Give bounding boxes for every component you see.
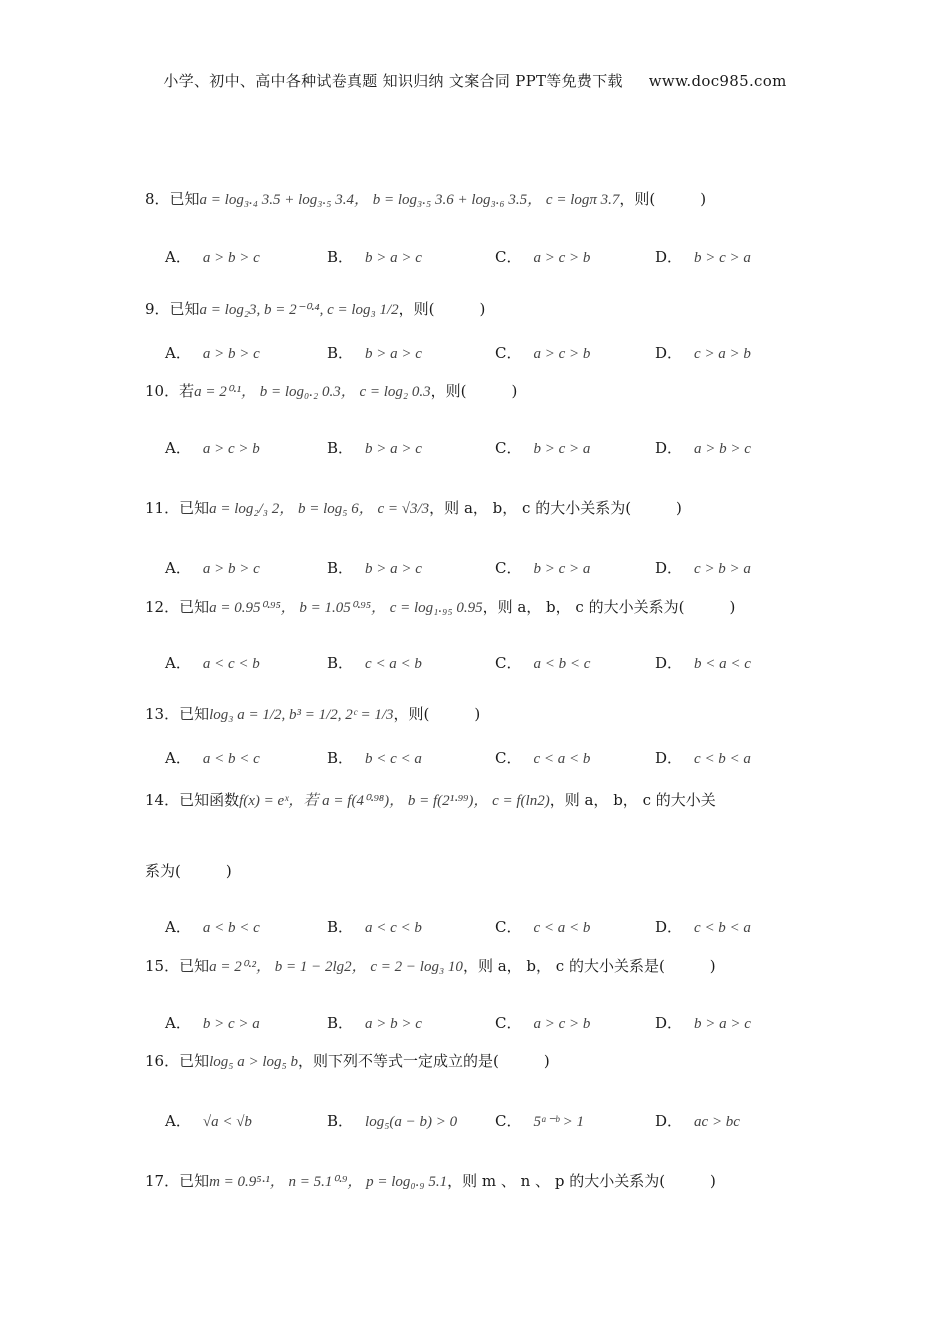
math-expression: f(x) = eˣ，若 a = f(4⁰·⁹⁸)， b = f(2¹·⁹⁹)， c = f(ln2) [239,793,550,809]
option-c[interactable]: C． 5ᵃ⁻ᵇ > 1 [495,1112,585,1130]
option-b[interactable]: B． b > a > c [327,439,422,457]
option-c[interactable]: C． a < b < c [495,654,591,672]
page-header [0,70,950,91]
option-d[interactable]: D． a > b > c [655,439,751,457]
option-a[interactable]: A． b > c > a [165,1014,260,1032]
option-a[interactable]: A． √a < √b [165,1112,252,1130]
option-d[interactable]: D． b > c > a [655,248,751,266]
question-tail: ，则 a， b， c 的大小关系为( ) [482,598,736,616]
math-expression: a = log₃.₄ 3.5 + log₃.₅ 3.4， b = log₃.₅ 3.6 + log₃.₆ 3.5， c = logπ 3.7 [199,192,620,208]
option-a[interactable]: A． a > b > c [165,559,260,577]
question-17 [145,1170,716,1191]
math-expression: log₅ a > log₅ b [209,1054,298,1070]
question-15 [145,955,716,976]
question-14 [145,789,716,810]
question-tail: ，则下列不等式一定成立的是( ) [297,1052,550,1070]
header-text: 小学、初中、高中各种试卷真题 知识归纳 文案合同 PPT等免费下载 [163,72,623,90]
option-d[interactable]: D． c > b > a [655,559,751,577]
math-expression: a = log₂/₃ 2， b = log₅ 6， c = √3/3 [209,501,430,517]
question-8 [145,188,706,209]
question-10 [145,380,517,401]
option-b[interactable]: B． b < c < a [327,749,422,767]
option-d[interactable]: D． b > a > c [655,1014,751,1032]
question-tail: ，则( ) [619,190,707,208]
option-b[interactable]: B． a < c < b [327,918,422,936]
question-stem: 13．已知 [145,705,210,723]
question-9 [145,298,485,319]
option-d[interactable]: D． ac > bc [655,1112,740,1130]
math-expression: log₃ a = 1/2, b³ = 1/2, 2ᶜ = 1/3 [209,707,394,723]
question-stem: 16．已知 [145,1052,210,1070]
question-stem: 10．若 [145,382,195,400]
question-tail: 系为( ) [145,862,232,880]
option-c[interactable]: C． c < a < b [495,749,591,767]
option-c[interactable]: C． a > c > b [495,1014,591,1032]
math-expression: a = 0.95⁰·⁹⁵， b = 1.05⁰·⁹⁵， c = log₁.₉₅ 0.95 [209,600,483,616]
math-expression: a = log₂3, b = 2⁻⁰·⁴, c = log₃ 1/2 [199,302,399,318]
question-11 [145,497,682,518]
option-d[interactable]: D． c < b < a [655,749,751,767]
question-stem: 17．已知 [145,1172,210,1190]
question-stem: 14．已知函数 [145,791,240,809]
option-a[interactable]: A． a > c > b [165,439,260,457]
option-c[interactable]: C． a > c > b [495,344,591,362]
option-c[interactable]: C． b > c > a [495,439,591,457]
question-tail: ，则 m 、 n 、 p 的大小关系为( ) [447,1172,716,1190]
option-a[interactable]: A． a > b > c [165,344,260,362]
question-tail: ，则( ) [393,705,481,723]
option-b[interactable]: B． b > a > c [327,248,422,266]
question-stem: 12．已知 [145,598,210,616]
question-stem: 15．已知 [145,957,210,975]
option-a[interactable]: A． a < b < c [165,918,260,936]
option-c[interactable]: C． c < a < b [495,918,591,936]
question-tail: ，则( ) [430,382,518,400]
option-b[interactable]: B． a > b > c [327,1014,422,1032]
option-a[interactable]: A． a > b > c [165,248,260,266]
option-a[interactable]: A． a < c < b [165,654,260,672]
question-12 [145,596,735,617]
question-13 [145,703,480,724]
option-b[interactable]: B． b > a > c [327,559,422,577]
option-b[interactable]: B． b > a > c [327,344,422,362]
question-stem: 9．已知 [145,300,200,318]
option-d[interactable]: D． b < a < c [655,654,751,672]
question-14-continued [145,860,232,881]
option-d[interactable]: D． c > a > b [655,344,751,362]
option-c[interactable]: C． b > c > a [495,559,591,577]
option-a[interactable]: A． a < b < c [165,749,260,767]
math-expression: a = 2⁰·²， b = 1 − 2lg2， c = 2 − log₃ 10 [209,959,463,975]
question-tail: ，则( ) [398,300,486,318]
question-stem: 11．已知 [145,499,210,517]
question-tail: ，则 a， b， c 的大小关系是( ) [462,957,716,975]
option-b[interactable]: B． log₅(a − b) > 0 [327,1112,458,1130]
header-url[interactable]: www.doc985.com [648,72,787,90]
option-c[interactable]: C． a > c > b [495,248,591,266]
math-expression: m = 0.9⁵·¹， n = 5.1⁰·⁹， p = log₀.₉ 5.1 [209,1174,448,1190]
option-b[interactable]: B． c < a < b [327,654,422,672]
question-stem: 8．已知 [145,190,200,208]
math-expression: a = 2⁰·¹， b = log₀.₂ 0.3， c = log₂ 0.3 [194,384,431,400]
question-16 [145,1050,550,1071]
question-tail: ，则 a， b， c 的大小关 [549,791,716,809]
option-d[interactable]: D． c < b < a [655,918,751,936]
question-tail: ，则 a， b， c 的大小关系为( ) [429,499,682,517]
